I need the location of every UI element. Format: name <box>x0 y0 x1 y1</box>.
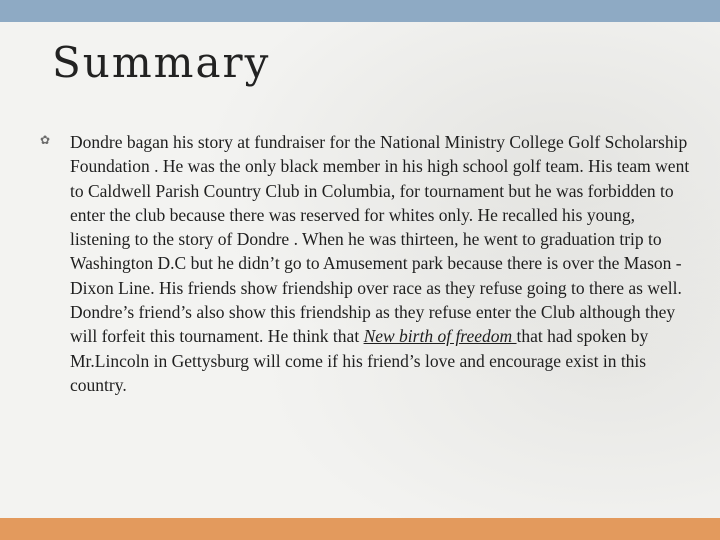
bullet-list <box>40 130 690 397</box>
bottom-accent-bar <box>0 518 720 540</box>
top-accent-bar <box>0 0 720 22</box>
star-bullet-icon: ✿ <box>40 133 51 147</box>
gettysburg-link[interactable]: New birth of freedom <box>363 326 517 347</box>
summary-paragraph <box>70 130 690 397</box>
summary-text-part1: Dondre bagan his story at fundraiser for the National Ministry College Golf Scholarship Foundation . He was the only black member in his high school golf team. His team went to Caldwell Parish Country Club in Columbia, for tournament but he was forbidden to enter the club because there was reserved for whites only. He recalled his young, listening to the story of Dondre . When he was thirteen, he went to graduation trip to Washington D.C but he didn’t go to Amusement park because there is over the Mason -Dixon Line. His friends show friendship over race as they refuse going to there as well. Dondre’s friend’s also show this friendship as they refuse enter the Club although they will forfeit this tournament. He think that <box>70 132 690 347</box>
slide-title: Summary <box>52 38 271 87</box>
summary-text-part2: that had spoken by Mr.Lincoln in Gettysburg will come if his friend’s love and encourage exist in this country. <box>70 326 649 395</box>
